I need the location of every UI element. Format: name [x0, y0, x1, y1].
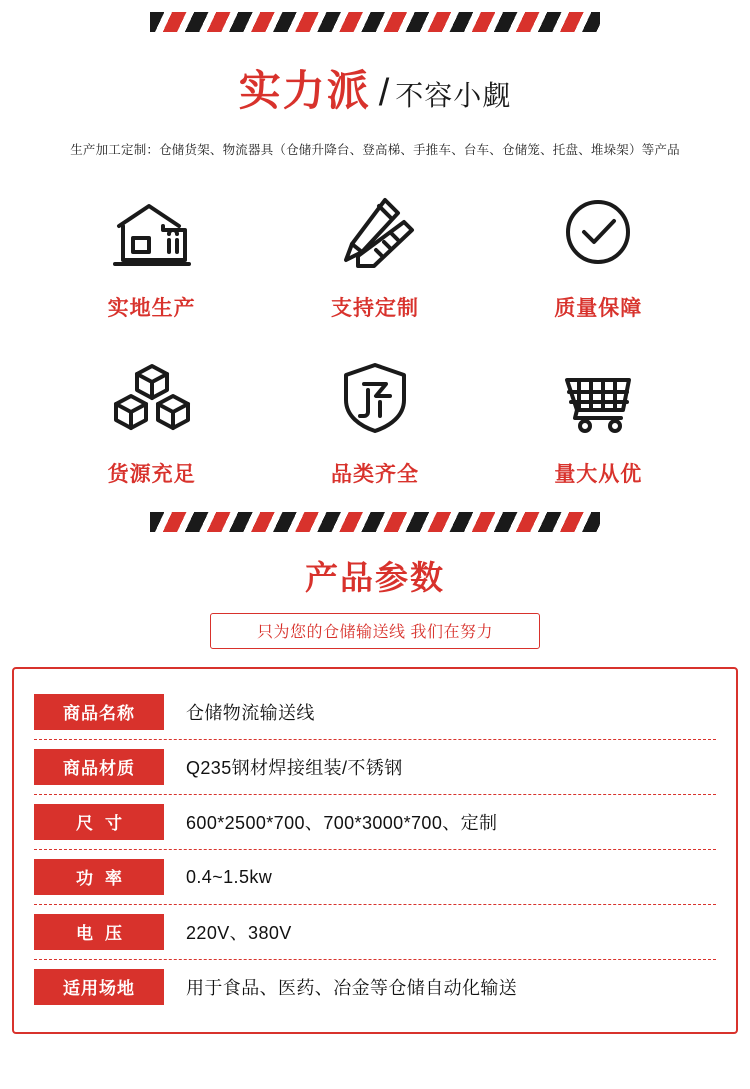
section-title-parameters: 产品参数 — [305, 559, 445, 596]
headline-strong: 实力派 — [238, 67, 371, 114]
param-value: 仓储物流输送线 — [186, 703, 315, 723]
param-key: 商品名称 — [34, 694, 164, 730]
feature-label: 货源充足 — [107, 463, 196, 486]
table-row — [34, 905, 716, 960]
page-title — [0, 58, 750, 118]
business-scope-text: 生产加工定制：仓储货架、物流器具（仓储升降台、登高梯、手推车、台车、仓储笼、托盘、堆垛架）等产品 — [70, 143, 680, 157]
slogan-banner: 只为您的仓储输送线 我们在努力 — [210, 613, 540, 649]
param-key: 适用场地 — [34, 969, 164, 1005]
param-key: 尺寸 — [34, 804, 164, 840]
factory-icon — [109, 186, 195, 278]
boxes-icon — [109, 352, 195, 444]
param-value: 220V、380V — [186, 923, 292, 943]
param-key: 功率 — [34, 859, 164, 895]
feature-label: 量大从优 — [554, 463, 643, 486]
feature-item-quality — [487, 186, 710, 322]
feature-item-variety — [263, 352, 486, 488]
feature-item-custom — [263, 186, 486, 322]
feature-item-bulk-discount — [487, 352, 710, 488]
check-circle-icon — [555, 186, 641, 278]
param-key: 商品材质 — [34, 749, 164, 785]
param-value: 0.4~1.5kw — [186, 866, 273, 887]
parameter-table — [12, 667, 738, 1034]
decorative-stripe-middle — [150, 512, 600, 532]
feature-grid — [0, 186, 750, 488]
feature-label: 质量保障 — [554, 297, 643, 320]
feature-label: 实地生产 — [107, 297, 196, 320]
ruler-pencil-icon — [332, 186, 418, 278]
headline-sub: 不容小觑 — [395, 80, 512, 111]
table-row — [34, 740, 716, 795]
param-key: 电压 — [34, 914, 164, 950]
shield-duo-icon — [332, 352, 418, 444]
table-row — [34, 850, 716, 905]
product-detail-page — [0, 12, 750, 1089]
feature-label: 品类齐全 — [330, 463, 419, 486]
table-row — [34, 795, 716, 850]
param-value: 600*2500*700、700*3000*700、定制 — [186, 813, 498, 833]
feature-label: 支持定制 — [330, 297, 419, 320]
table-row — [34, 685, 716, 740]
param-value: Q235钢材焊接组装/不锈钢 — [186, 758, 403, 778]
table-row — [34, 960, 716, 1014]
param-value: 用于食品、医药、冶金等仓储自动化输送 — [186, 978, 518, 998]
shopping-cart-icon — [555, 352, 641, 444]
decorative-stripe-top — [150, 12, 600, 32]
feature-item-factory — [40, 186, 263, 322]
headline-slash: / — [378, 72, 390, 114]
feature-item-stock — [40, 352, 263, 488]
